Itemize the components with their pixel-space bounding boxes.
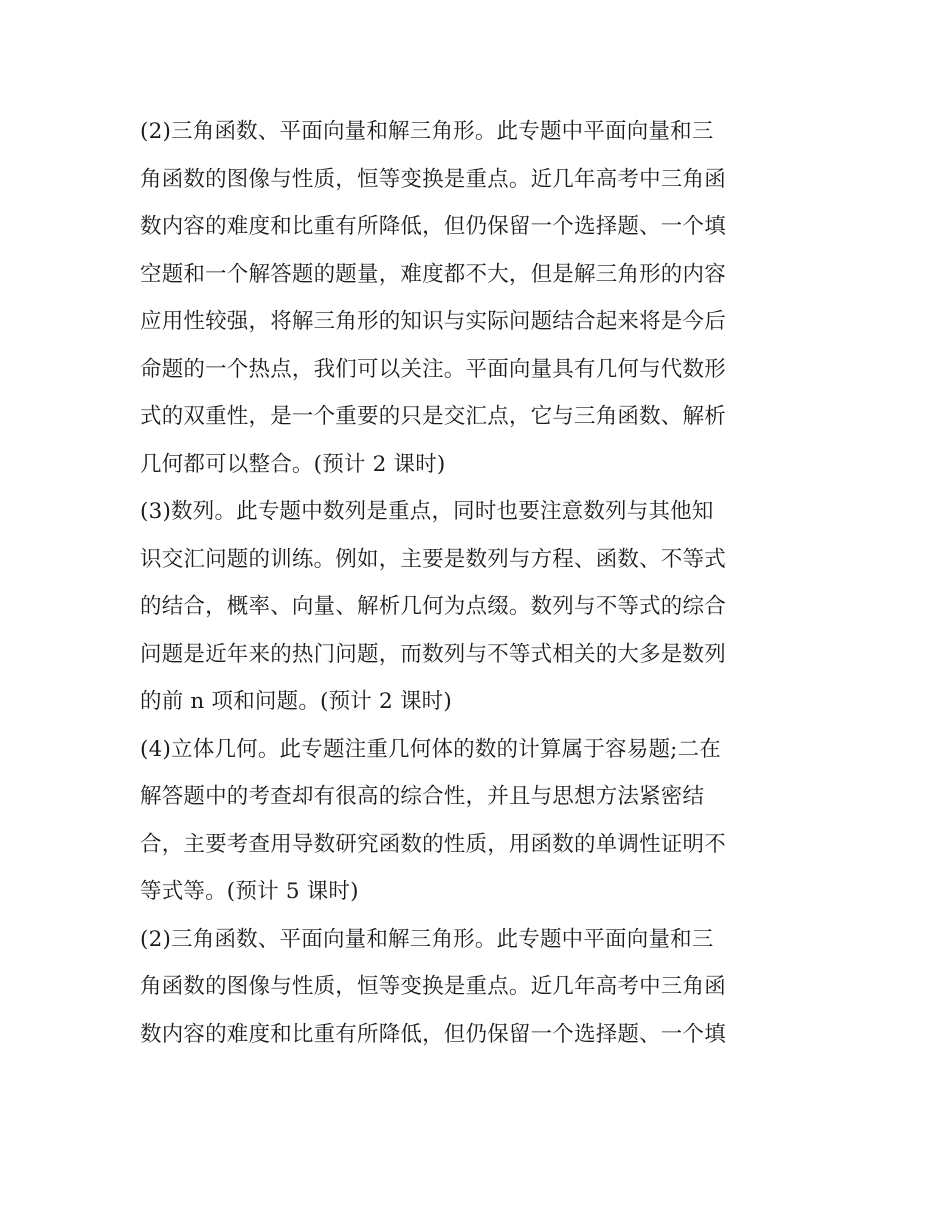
text-line: 角函数的图像与性质，恒等变换是重点。近几年高考中三角函 [140, 974, 726, 999]
text-line: 数内容的难度和比重有所降低，但仍保留一个选择题、一个填 [140, 214, 726, 239]
document-body [140, 108, 820, 1058]
text-line: 命题的一个热点，我们可以关注。平面向量具有几何与代数形 [140, 356, 726, 382]
text-line: 角函数的图像与性质，恒等变换是重点。近几年高考中三角函 [140, 166, 726, 192]
text-line: (4)立体几何。此专题注重几何体的数的计算属于容易题;二在 [140, 736, 722, 762]
text-line: 等式等。(预计 5 课时) [140, 879, 359, 904]
text-line: (3)数列。此专题中数列是重点，同时也要注意数列与其他知 [140, 499, 714, 524]
text-line: 应用性较强，将解三角形的知识与实际问题结合起来将是今后 [140, 309, 726, 334]
text-line: 几何都可以整合。(预计 2 课时) [140, 451, 446, 477]
text-line: 空题和一个解答题的题量，难度都不大，但是解三角形的内容 [140, 261, 726, 287]
text-line: 的前 n 项和问题。(预计 2 课时) [140, 689, 452, 714]
text-line: 问题是近年来的热门问题，而数列与不等式相关的大多是数列 [140, 641, 726, 667]
text-line: 解答题中的考查却有很高的综合性，并且与思想方法紧密结 [140, 784, 705, 809]
text-line: (2)三角函数、平面向量和解三角形。此专题中平面向量和三 [140, 926, 714, 952]
text-line: 式的双重性，是一个重要的只是交汇点，它与三角函数、解析 [140, 404, 726, 429]
text-line: 合，主要考查用导数研究函数的性质，用函数的单调性证明不 [140, 831, 726, 857]
text-line: 识交汇问题的训练。例如，主要是数列与方程、函数、不等式 [140, 546, 726, 572]
text-line: (2)三角函数、平面向量和解三角形。此专题中平面向量和三 [140, 119, 714, 144]
text-line: 的结合，概率、向量、解析几何为点缀。数列与不等式的综合 [140, 594, 726, 619]
text-line: 数内容的难度和比重有所降低，但仍保留一个选择题、一个填 [140, 1021, 726, 1047]
